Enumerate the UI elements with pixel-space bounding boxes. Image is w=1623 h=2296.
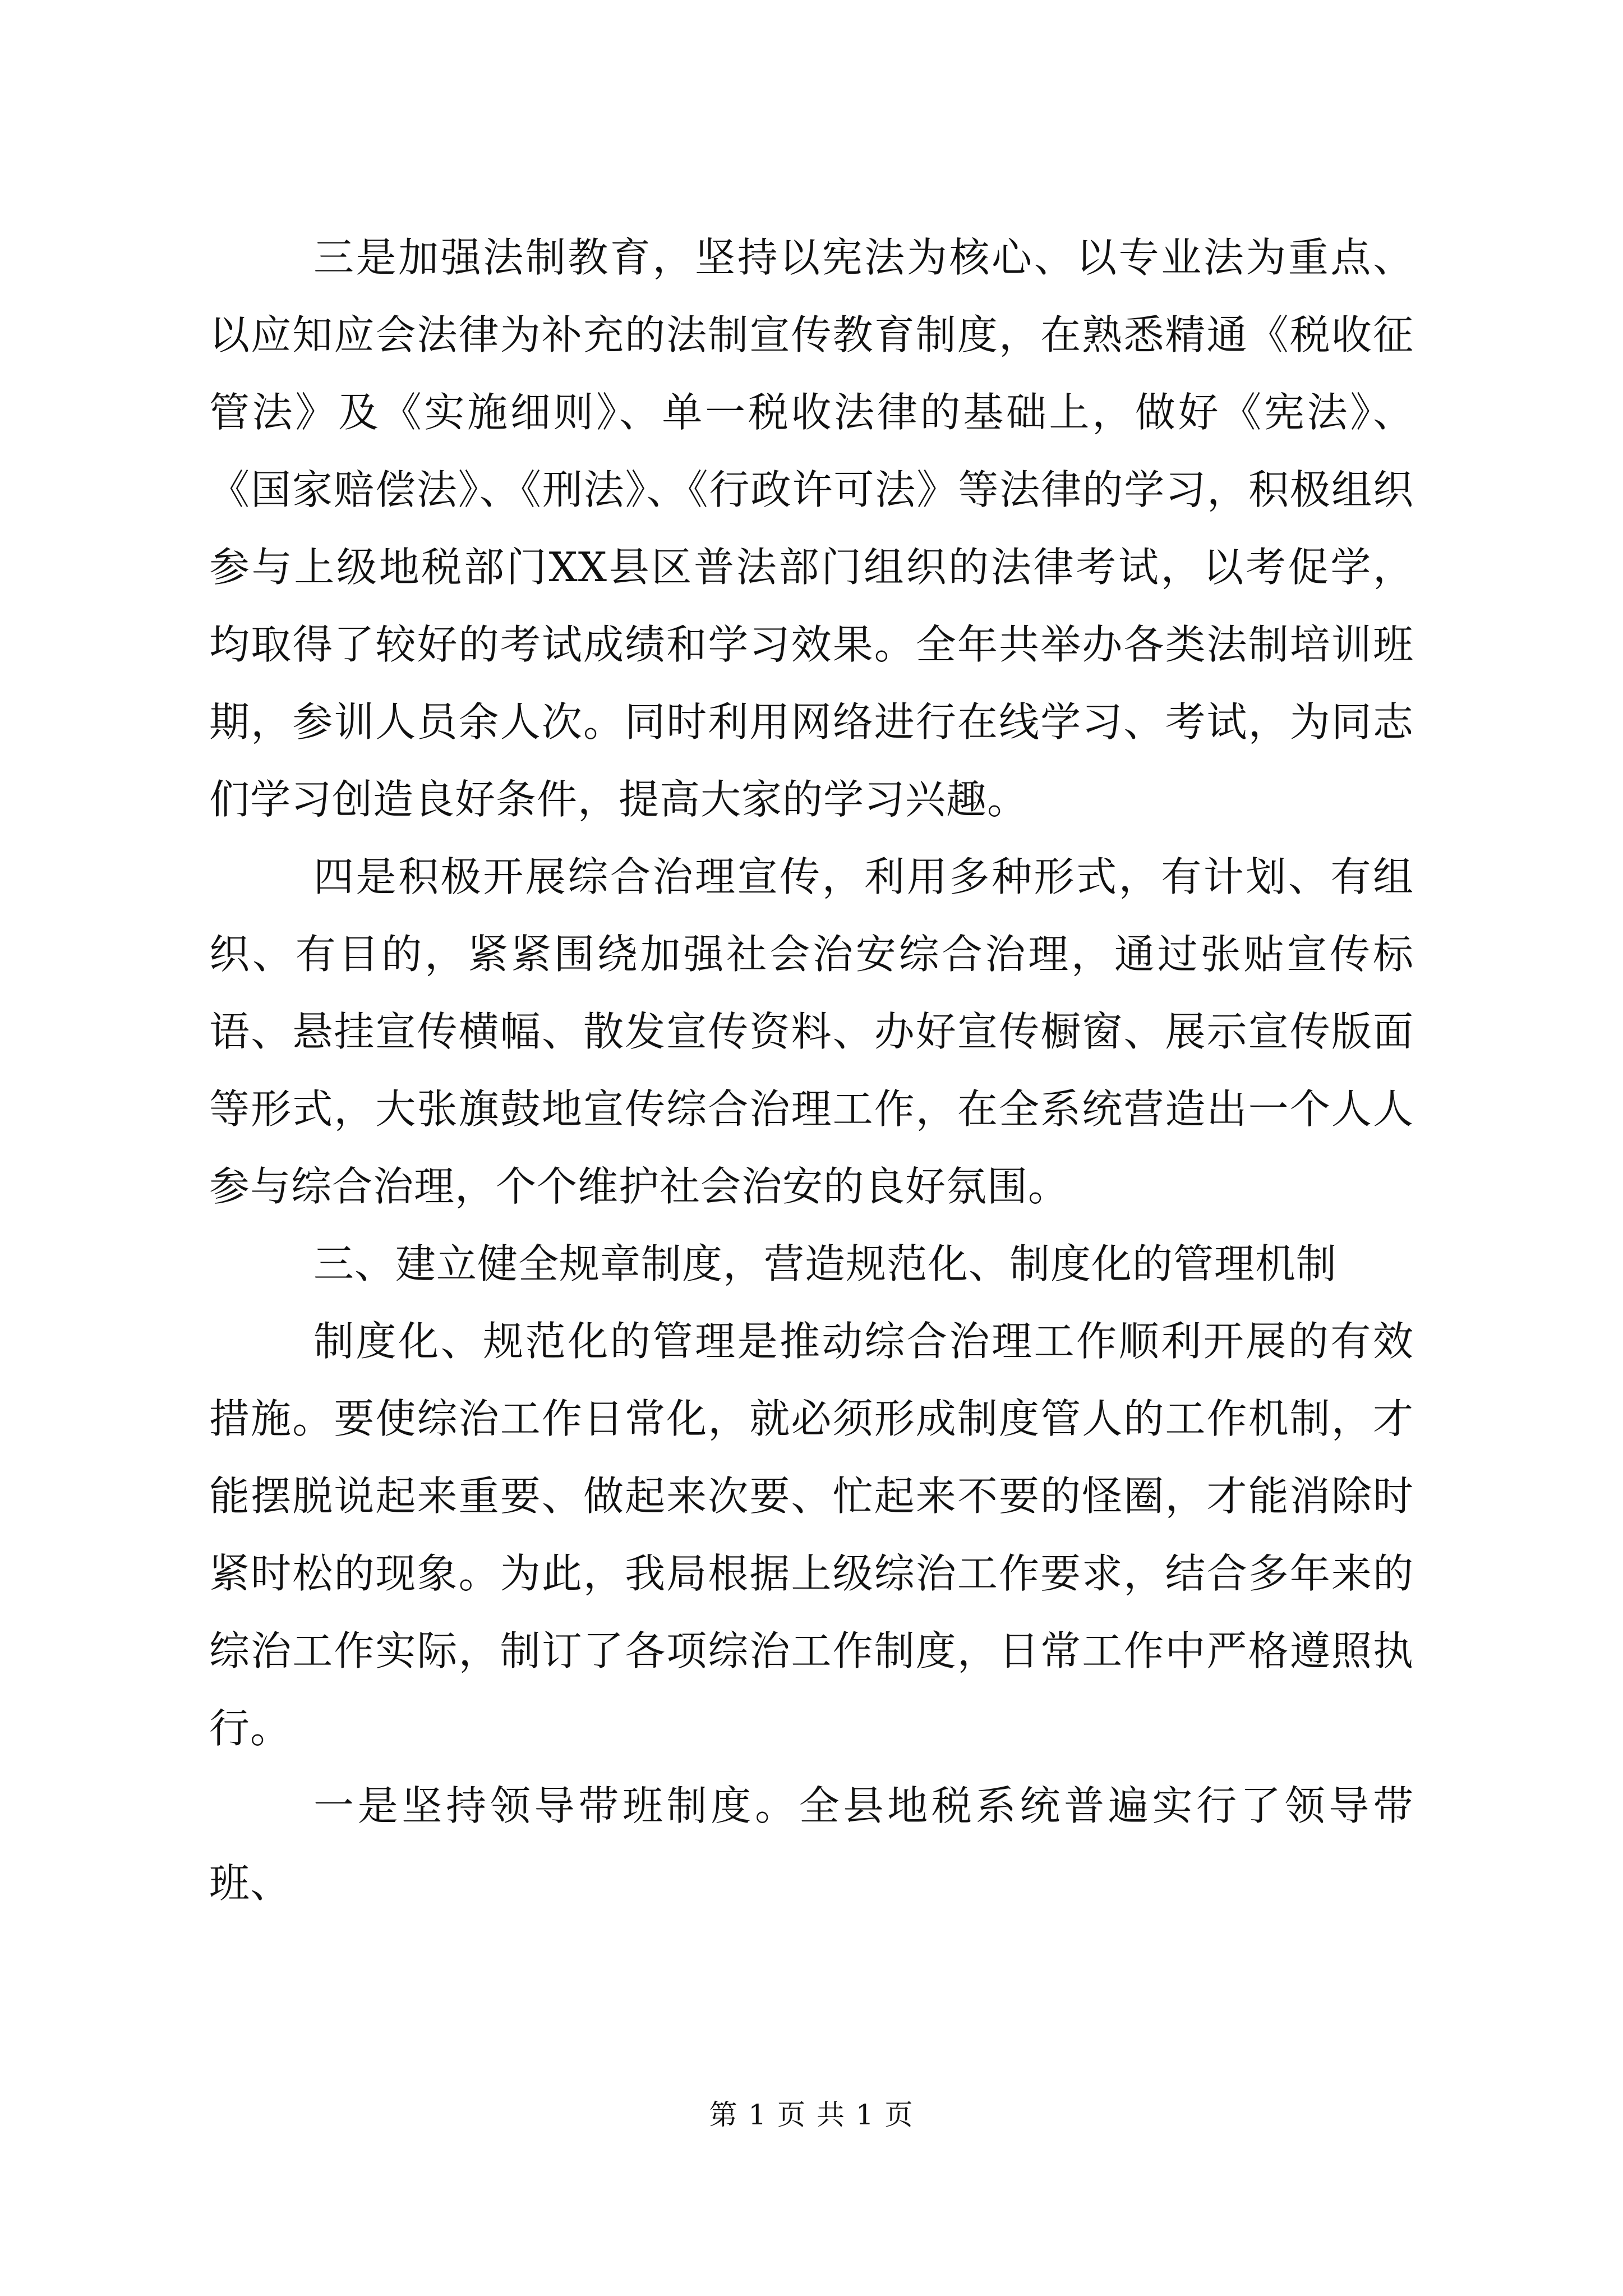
paragraph-leader-duty: 一是坚持领导带班制度。全县地税系统普遍实行了领导带班、 — [209, 1782, 1414, 1907]
section-heading: 三、建立健全规章制度，营造规范化、制度化的管理机制 — [313, 1240, 1338, 1287]
paragraph-publicity: 四是积极开展综合治理宣传，利用多种形式，有计划、有组织、有目的，紧紧围绕加强社会治安综合治理，通过张贴宣传标语、悬挂宣传横幅、散发宣传资料、办好宣传橱窗、展示宣传版面等形式，大张旗鼓地宣传综合治理工作，在全系统营造出一个人人参与综合治理，个个维护社会治安的良好氛围。 — [209, 853, 1414, 1210]
paragraph-legal-education: 三是加强法制教育，坚持以宪法为核心、以专业法为重点、以应知应会法律为补充的法制宣传教育制度，在熟悉精通《税收征管法》及《实施细则》、单一税收法律的基础上，做好《宪法》、《国家赔偿法》、《刑法》、《行政许可法》等法律的学习，积极组织参与上级地税部门XX县区普法部门组织的法律考试，以考促学，均取得了较好的考试成绩和学习效果。全年共举办各类法制培训班期，参训人员余人次。同时利用网络进行在线学习、考试，为同志们学习创造良好条件，提高大家的学习兴趣。 — [209, 234, 1414, 823]
document-body — [209, 219, 1414, 1922]
paragraph-institutionalization: 制度化、规范化的管理是推动综合治理工作顺利开展的有效措施。要使综治工作日常化，就必须形成制度管人的工作机制，才能摆脱说起来重要、做起来次要、忙起来不要的怪圈，才能消除时紧时松的现象。为此，我局根据上级综治工作要求，结合多年来的综治工作实际，制订了各项综治工作制度，日常工作中严格遵照执行。 — [209, 1318, 1414, 1752]
page-footer: 第 1 页 共 1 页 — [709, 2099, 914, 2131]
